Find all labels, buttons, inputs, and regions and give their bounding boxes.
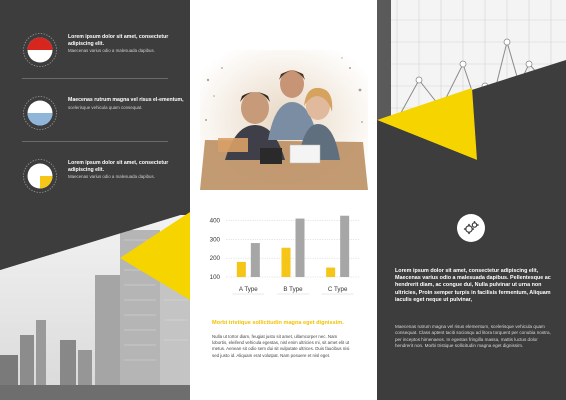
- chart-y-axis: [210, 217, 221, 281]
- feature-subtext: scelerisque vehicula quam consequat.: [68, 104, 143, 110]
- bar: [282, 248, 291, 277]
- feature-heading: Lorem ipsum dolor sit amet, consectetur adipiscing elit.: [68, 34, 169, 47]
- x-category-label: B Type: [283, 286, 303, 293]
- middle-heading: Morbi tristique sollicitudin magna eget dignissim.: [212, 320, 344, 326]
- feature-subtext: Maecenas varius odio a malesuada dapibus.: [68, 174, 155, 180]
- bar: [237, 262, 246, 277]
- team-meeting-photo: [200, 50, 368, 190]
- feature-subtext: Maecenas varius odio a malesuada dapibus.: [68, 48, 155, 54]
- chart-x-axis: [232, 286, 353, 294]
- analytics-grid-image: [377, 0, 566, 175]
- yellow-diagonal-accent: [0, 0, 190, 400]
- y-tick-label: 400: [209, 217, 220, 225]
- y-tick-label: 100: [209, 274, 220, 281]
- left-panel: [0, 0, 190, 400]
- feature-heading: Maecenas rutrum magna vel risus el-ementum,: [68, 97, 184, 103]
- right-body-text: Maecenas rutrum magna vel risus elementum, scelerisque vehicula quam consequat. Class aptent taciti sociosqu ad litora torquent per conubia nostra, per inceptos himenaeos. In egestas fringilla massa, mattis luctus dolor hendrerit non. Morbi tristique sollicitudin magna eget dignissim.: [395, 324, 551, 349]
- bar: [340, 216, 349, 277]
- bar: [296, 219, 305, 277]
- bar-chart: [198, 205, 368, 305]
- middle-panel: [190, 0, 377, 400]
- bar: [326, 268, 335, 277]
- feature-heading: Lorem ipsum dolor sit amet, consectetur adipiscing elit.: [68, 160, 169, 173]
- chart-grid: [226, 220, 360, 277]
- middle-body-text: Nulla ut tortor diam, feugiat justo sit amet, ullamcorper nec. Nam lobortis, eleifend vehicula egestas, nisl enim ultricies mi, sit amet elit ut metus. Aenean sit odio sem dui sit vulputate ultrices. Duis faucibus nisi sed justo id. Aliquam erat volutpat. Nam posuere et nisl eget.: [212, 334, 350, 358]
- y-tick-label: 300: [209, 236, 220, 244]
- x-category-label: C Type: [327, 286, 348, 293]
- gear-badge: [457, 214, 485, 242]
- right-bold-text: Lorem ipsum dolor sit amet, consectetur adipiscing elit, Maecenas varius odio a malesuada dapibus. Pellentesque ac hendrerit diam, ac congue dui, Nulla pulvinar ut urna non ultricies, Proin semper turpis in facilisis fermentum, Aliquam iaculis eget neque ut pulvinar,: [395, 268, 551, 303]
- bar: [251, 243, 260, 277]
- y-tick-label: 200: [209, 255, 220, 263]
- right-panel: [377, 0, 566, 400]
- chart-bars: [237, 216, 349, 277]
- gear-icon: [463, 220, 479, 236]
- x-category-label: A Type: [238, 286, 258, 293]
